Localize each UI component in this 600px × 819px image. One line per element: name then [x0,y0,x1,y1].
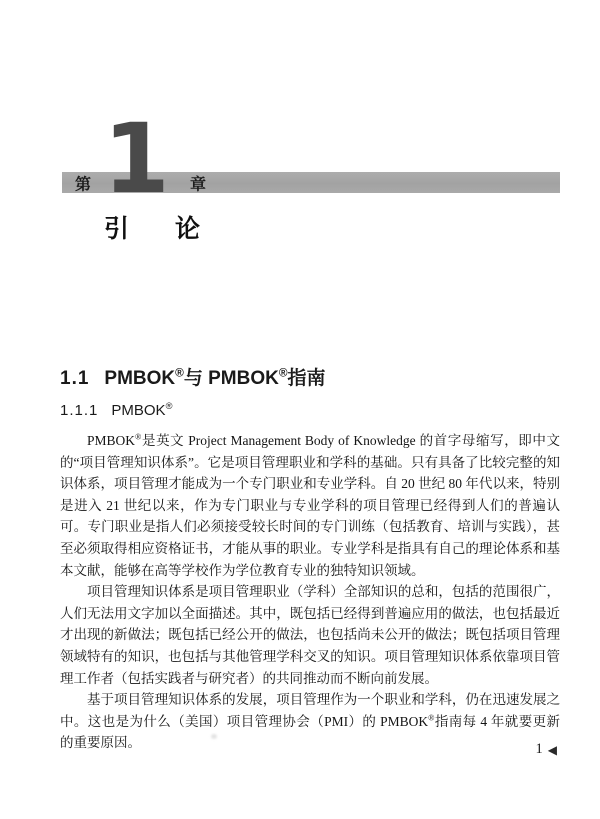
paragraph-2: 项目管理知识体系是项目管理职业（学科）全部知识的总和，包括的范围很广，人们无法用文字加以全面描述。其中，既包括已经得到普遍应用的做法，也包括最近才出现的新做法；既包括已经公开的做法，也包括尚未公开的做法；既包括项目管理领域特有的知识，也包括与其他管理学科交叉的知识。项目管理知识体系依靠项目管理工作者（包括实践者与研究者）的共同推动而不断向前发展。 [60,584,560,686]
section-heading-number: 1.1 [60,368,90,389]
section-heading-title: PMBOK®与 PMBOK®指南 [104,366,326,389]
body-text-block [60,430,560,757]
chapter-title [104,214,200,244]
page-footer [536,741,557,758]
scan-artifact-dot [211,734,217,739]
page-number: 1 [535,741,543,757]
subsection-heading-title: PMBOK® [111,401,173,419]
chapter-marker-zhang: 章 [190,176,207,193]
subsection-heading-number: 1.1.1 [60,402,99,419]
chapter-number: 1 [103,103,170,215]
paragraph-1: PMBOK®是英文 Project Management Body of Knowledge 的首字母缩写，即中文的“项目管理知识体系”。它是项目管理职业和学科的基础。只有具备了比较完整的知识体系，项目管理才能成为一个专门职业和专业学科。自 20 世纪 80 年代以来，特别是进入 21 世纪以来，作为专门职业与专业学科的项目管理已经得到人们的普遍认可。专门职业是指人们必须接受较长时间的专门训练（包括教育、培训与实践），甚至必须取得相应资格证书，才能从事的职业。专业学科是指具有自己的理论体系和基本文献，能够在高等学校作为学位教育专业的独特知识领域。 [60,432,560,578]
chapter-title-char-2: 论 [175,215,201,243]
chapter-title-char-1: 引 [104,215,130,243]
page-number-arrow-icon: ◀ [547,742,557,757]
section-heading [60,363,326,390]
subsection-heading [60,402,172,419]
paragraph-3: 基于项目管理知识体系的发展，项目管理作为一个职业和学科，仍在迅速发展之中。这也是为什么（美国）项目管理协会（PMI）的 PMBOK®指南每 4 年就要更新的重要原因。 [60,692,560,751]
chapter-marker-di: 第 [75,176,92,193]
